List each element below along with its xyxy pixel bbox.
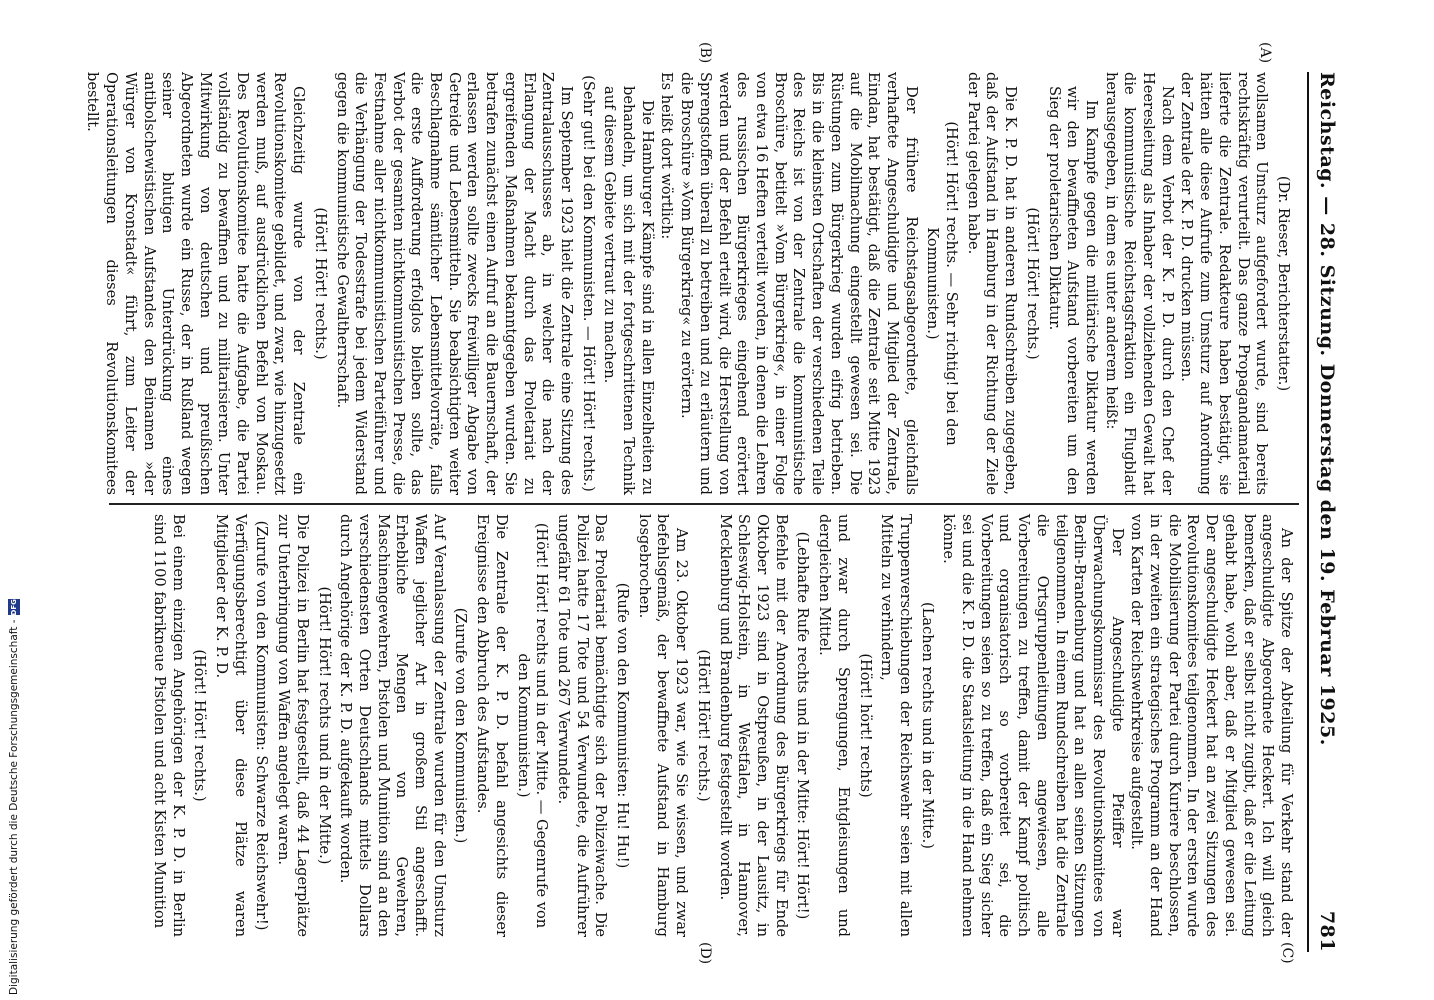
page-number: 781 [1316,910,1338,952]
margin-marker-a: (A) [1257,42,1273,64]
right-column [105,514,1295,937]
interjection: (Zurufe von den Kommunisten: Schwarze Reichswehr!) [253,520,271,931]
interjection: (Hört! Hört! rechts.) [191,649,209,802]
paragraph: Befehle mit der Anordnung des Bürgerkriegs für Ende Oktober 1923 sind in Ostpreußen, in der Lausitz, in Schleswig-Holstein, in Westfalen, in Hannover, Mecklenburg und Brandenburg festgestellt worden. [716,514,790,937]
paragraph: Auf Veranlassung der Zentrale wurden für den Umsturz Waffen jeglicher Art in großem Stil angeschafft. Erhebliche Mengen von Gewehren, Maschinengewehren, Pistolen und Munition sind an den verschiedensten Orten Deutschlands mittels Dollars durch Angehörige der K. P. D. aufgekauft worden. [337,514,448,937]
paragraph: Der Angeschuldigte Pfeiffer war Überwachungskommissar des Revolutionskomitees von Berlin-Brandenburg und hat an allen seinen Sitzungen teilgenommen. In einem Rundschreiben hat die Zentrale die Ortsgruppenleitungen angewiesen, alle Vorbereitungen zu treffen, damit der Kampf politisch und organisatorisch so vorbereitet sei, die Vorbereitungen seien so zu treffen, daß ein Sieg sicher sei und die K. P. D. die Staatsleitung in die Hand nehmen könne. [940,514,1126,937]
interjection: (Hört! hört! rechts) [856,653,874,798]
interjection: (Hört! Hört! rechts.) [694,649,712,802]
interjection: (Hört! Hört! rechts. — Sehr richtig! bei den Kommunisten.) [924,121,961,446]
column-divider [109,503,1299,505]
margin-marker-d: (D) [697,942,713,965]
interjection: (Sehr gut! bei den Kommunisten. — Hört! Hört! rechts.) [579,75,597,492]
quotation: Die Hamburger Kämpfe sind in allen Einzelheiten zu behandeln, um sich mit der fortgeschrittenen Technik auf diesem Gebiete vertraut zu machen. [601,86,656,495]
rotated-document-page [84,42,1345,965]
paragraph: Gleichzeitig wurde von der Zentrale ein Revolutionskomitee gebildet, und zwar, wie hinzugesetzt werden muß, auf ausdrücklichen Befehl von Moskau. Des Revolutionskomitee hatte die Aufgabe, die Partei vollständig zu bewaffnen und zu militarisieren. Unter Mitwirkung von deutschen und preußischen Abgeordneten wurde ein Russe, der in Rußland wegen seiner blutigen Unterdrückung eines antibolschewistischen Aufstandes den Beinamen »der Würger von Kronstadt« führt, zum Leiter der Operationsleitungen dieses Revolutionskomitees bestellt. [84,72,308,495]
interjection: (Lachen rechts und in der Mitte.) [918,602,936,849]
paragraph: Im September 1923 hielt die Zentrale eine Sitzung des Zentralausschusses ab, in welcher die nach der Erlangung der Macht durch das Proletariat zu ergreifenden Maßnahmen bekanntgegeben wurden. Sie betrafen zunächst einen Aufruf an die Bauernschaft, der erlassen werden sollte zwecks freiwilliger Abgabe von Getreide und Lebensmitteln. Sie beabsichtigten weiter Beschlagnahme sämtlicher Lebensmittelvorräte, falls die erste Aufforderung erfolglos bleiben sollte, das Verbot der gesamten nichtkommunistischen Presse, die Festnahme aller nichtkommunistischen Parteiführer und die Verhängung der Todesstrafe bei jedem Widerstand gegen die kommunistische Gewaltherrschaft. [333,72,575,495]
digitization-credit [4,599,24,995]
paragraph: Es heißt dort wörtlich: [658,72,676,240]
quotation: Im Kampfe gegen die militärische Diktatur werden wir den bewaffneten Aufstand vorbereiten um den Sieg der proletarischen Diktatur. [1045,86,1100,495]
paragraph: Das Proletariat bemächtigte sich der Polizeiwache. Die Polizei hatte 17 Tote und 54 Verwundete, die Aufrührer ungefähr 61 Tote und 267 Verwundete. [554,514,610,937]
interjection: (Hört! Hört! rechts.) [311,207,329,360]
paragraph: Die Zentrale der K. P. D. befahl angesichts dieser Ereignisse den Abbruch des Aufstandes. [474,514,510,937]
paragraph: An der Spitze der Abteilung für Verkehr stand der angeschuldigte Abgeordnete Heckert. Ich will gleich bemerken, daß er selbst nicht zugibt, daß er die Leitung gehabt habe, wohl aber, daß er Mitglied gewesen sei. Der angeschuldigte Heckert hat an zwei Sitzungen des Revolutionskomitees teilgenommen. In der ersten wurde die Mobilisierung der Partei durch Kuriere beschlossen, in der zweiten ein strategisches Programm an der Hand von Karten der Reichswehrkreise aufgestellt. [1128,514,1295,937]
margin-marker-b: (B) [697,42,713,64]
paragraph: Verfügungsberechtigt über diese Plätze waren Mitglieder der K. P. D. [213,514,249,937]
interjection: (Hört! Hört! rechts und in der Mitte.) [315,586,333,865]
header-title: Reichstag. — 28. Sitzung. Donnerstag den 19. Februar 1925. [1316,72,1338,746]
paragraph: Die Polizei in Berlin hat festgestellt, daß 44 Lagerplätze zur Unterbringung von Waffen angelegt waren. [275,514,311,937]
dfg-logo-icon: DFG [10,599,18,616]
paragraph: Am 23. Oktober 1923 war, wie Sie wissen, und zwar befehlsgemäß, der bewaffnete Aufstand in Hamburg losgebrochen. [635,514,691,937]
interjection: (Hört! Hört! rechts und in der Mitte. — Gegenrufe von den Kommunisten.) [514,522,551,929]
paragraph: und zwar durch Sprengungen, Entgleisungen und dergleichen Mittel. [816,514,852,937]
paragraph: Truppenverschiebungen der Reichswehr seien mit allen Mitteln zu verhindern, [878,514,914,937]
interjection: (Rufe von den Kommunisten: Hu! Hu!) [614,582,632,869]
margin-marker-c: (C) [1279,942,1295,964]
interjection: (Lebhafte Rufe rechts und in der Mitte: Hört! Hört!) [794,531,812,920]
left-column [84,72,1295,495]
paragraph: Nach dem Verbot der K. P. D. durch den Chef der Heeresleitung als Inhaber der vollziehenden Gewalt hat die kommunistische Reichstagsfraktion ein Flugblatt herausgegeben, in dem es unter anderem heißt: [1102,72,1176,495]
interjection: (Hört! Hört! rechts.) [1023,207,1041,360]
paragraph: Bei einem einzigen Angehörigen der K. P. D. in Berlin sind 1100 fabrikneue Pistolen und acht Kisten Munition [150,514,187,937]
paragraph: Der frühere Reichstagsabgeordnete, gleichfalls verhaftete Angeschuldigte und Mitglied der Zentrale, Eindan, hat bestätigt, daß die Zentrale seit Mitte 1923 auf die Mobilmachung eingestellt gewesen sei. Die Rüstungen zum Bürgerkrieg wurden eifrig betrieben. Bis in die kleinsten Ortschaften der verschiedenen Teile des Reichs ist von der Zentrale die kommunistische Broschüre, betitelt »Vom Bürgerkrieg«, in einer Folge von etwa 16 Heften verteilt worden, in denen die Lehren des russischen Bürgerkrieges eingehend erörtert werden und der Befehl erteilt wird, die Herstellung von Sprengstoffen überall zu betreiben und zu erläutern und die Broschüre »Vom Bürgerkrieg« zu erörtern. [678,72,920,495]
credit-text: Digitalisierung gefördert durch die Deutsche Forschungsgemeinschaft - [8,619,20,995]
paragraph: wollsamen Umsturz aufgefordert wurde, sind bereits rechtskräftig verurteilt. Das ganze Propagandamaterial lieferte die Zentrale. Redakteure haben bestätigt, sie hätten alle diese Aufrufe zum Umsturz auf Anordnung der Zentrale der K. P. D. drucken müssen. [1178,72,1271,495]
interjection: (Zurufe von den Kommunisten.) [452,607,470,844]
paragraph: Die K. P. D. hat in anderen Rundschreiben zugegeben, daß der Aufstand in Hamburg in der Richtung der Ziele der Partei gelegen habe. [964,72,1020,495]
speaker-line: (Dr. Rieser, Berichterstatter.) [1275,175,1292,392]
page-header [1307,72,1345,952]
